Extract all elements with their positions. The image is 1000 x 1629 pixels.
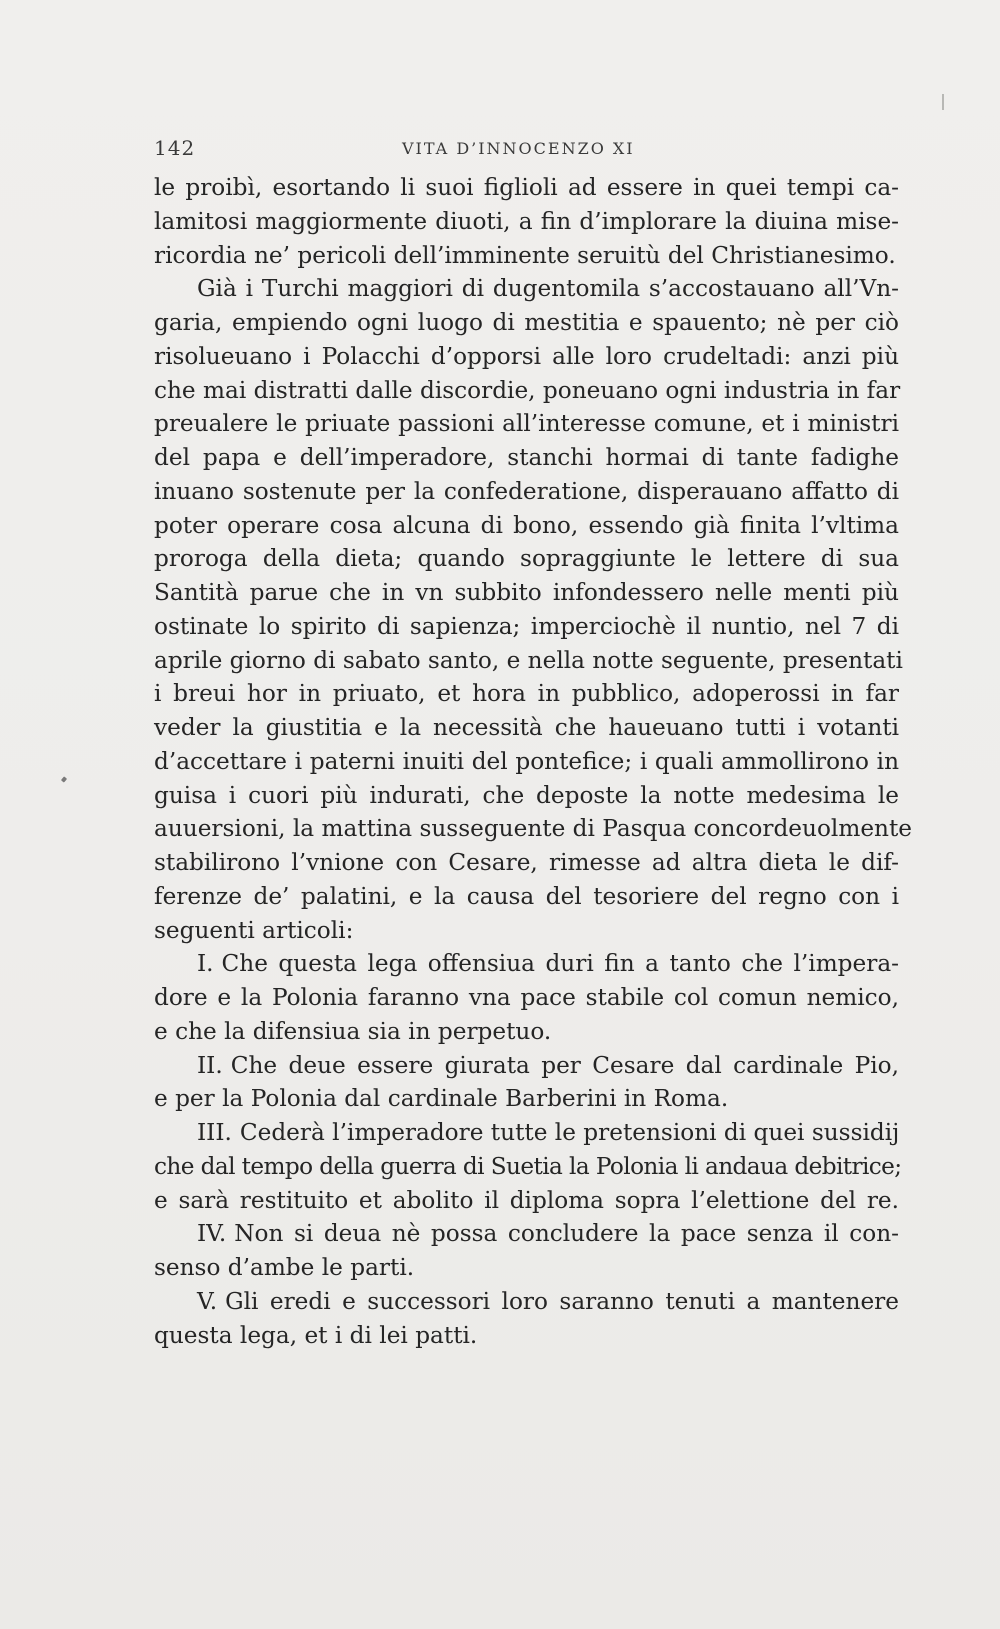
- page-header: [154, 136, 906, 166]
- text-line: poter operare cosa alcuna di bono, essendo già finita l’vltima: [154, 511, 899, 539]
- article-4-line: [154, 1217, 899, 1251]
- text-line: i breui hor in priuato, et hora in pubblico, adoperossi in far: [154, 680, 899, 708]
- article-2-label: II.: [197, 1051, 223, 1079]
- article-3-line: e sarà restituito et abolito il diploma sopra l’elettione del re.: [154, 1186, 899, 1214]
- article-2-line: [154, 1049, 899, 1083]
- text-line: lamitosi maggiormente diuoti, a fin d’implorare la diuina mise-: [154, 207, 899, 235]
- text-line: guisa i cuori più indurati, che deposte la notte medesima le: [154, 781, 899, 809]
- running-head: VITA D’INNOCENZO XI: [402, 139, 635, 158]
- article-4-line: senso d’ambe le parti.: [154, 1254, 415, 1281]
- article-3-line: che dal tempo della guerra di Suetia la Polonia li andaua debitrice;: [154, 1152, 902, 1180]
- article-1-label: I.: [197, 950, 214, 978]
- text-line: ricordia ne’ pericoli dell’imminente seruitù del Christianesimo.: [154, 241, 896, 269]
- text-line: che mai distratti dalle discordie, poneuano ogni industria in far: [154, 376, 901, 404]
- text-line: seguenti articoli:: [154, 916, 354, 944]
- body-text: [154, 171, 913, 1352]
- article-1-line: dore e la Polonia faranno vna pace stabile col comun nemico,: [154, 984, 899, 1011]
- article-1-line: e che la difensiua sia in perpetuo.: [154, 1017, 552, 1045]
- article-4-label: IV.: [197, 1220, 227, 1248]
- article-3-line: [154, 1116, 899, 1150]
- article-3-label: III.: [197, 1119, 232, 1146]
- text-line: le proibì, esortando li suoi figlioli ad essere in quei tempi ca-: [154, 174, 899, 201]
- article-3-text: Cederà l’imperadore tutte le pretensioni di quei sussidij: [239, 1119, 900, 1146]
- article-5-line: questa lega, et i di lei patti.: [154, 1321, 478, 1349]
- article-1-line: [154, 947, 899, 981]
- text-line: garia, empiendo ogni luogo di mestitia e spauento; nè per ciò: [154, 309, 899, 336]
- article-5-line: [154, 1285, 899, 1319]
- text-line: proroga della dieta; quando sopraggiunte le lettere di sua: [154, 545, 899, 573]
- text-line: del papa e dell’imperadore, stanchi hormai di tante fadighe: [154, 444, 899, 471]
- text-line: risolueuano i Polacchi d’opporsi alle loro crudeltadi: anzi più: [154, 342, 899, 370]
- text-line: stabilirono l’vnione con Cesare, rimesse ad altra dieta le dif-: [154, 849, 899, 876]
- article-2-line: e per la Polonia dal cardinale Barberini in Roma.: [154, 1085, 729, 1113]
- text-line: Santità parue che in vn subbito infondessero nelle menti più: [154, 579, 899, 606]
- text-line: ferenze de’ palatini, e la causa del tesoriere del regno con i: [154, 882, 899, 910]
- text-line: aprile giorno di sabato santo, e nella notte seguente, presentati: [154, 646, 903, 674]
- page-number: 142: [154, 136, 196, 160]
- text-line: veder la giustitia e la necessità che haueuano tutti i votanti: [154, 714, 899, 741]
- article-4-text: Non si deua nè possa concludere la pace senza il con-: [234, 1220, 899, 1248]
- article-5-label: V.: [197, 1287, 218, 1315]
- margin-speck: [61, 776, 67, 782]
- text-line: Già i Turchi maggiori di dugentomila s’accostauano all’Vn-: [197, 275, 899, 303]
- text-line: ostinate lo spirito di sapienza; imperciochè il nuntio, nel 7 di: [154, 612, 899, 640]
- article-5-text: Gli eredi e successori loro saranno tenuti a mantenere: [225, 1287, 899, 1315]
- text-line: auuersioni, la mattina susseguente di Pasqua concordeuolmente: [154, 815, 913, 843]
- article-2-text: Che deue essere giurata per Cesare dal cardinale Pio,: [230, 1051, 899, 1079]
- text-line: inuano sostenute per la confederatione, disperauano affatto di: [154, 477, 899, 505]
- text-line: d’accettare i paterni inuiti del pontefice; i quali ammollirono in: [154, 747, 899, 775]
- text-line: preualere le priuate passioni all’interesse comune, et i ministri: [154, 410, 899, 438]
- scan-edge-mark: [942, 94, 944, 110]
- article-1-text: Che questa lega offensiua duri fin a tanto che l’impera-: [221, 950, 899, 978]
